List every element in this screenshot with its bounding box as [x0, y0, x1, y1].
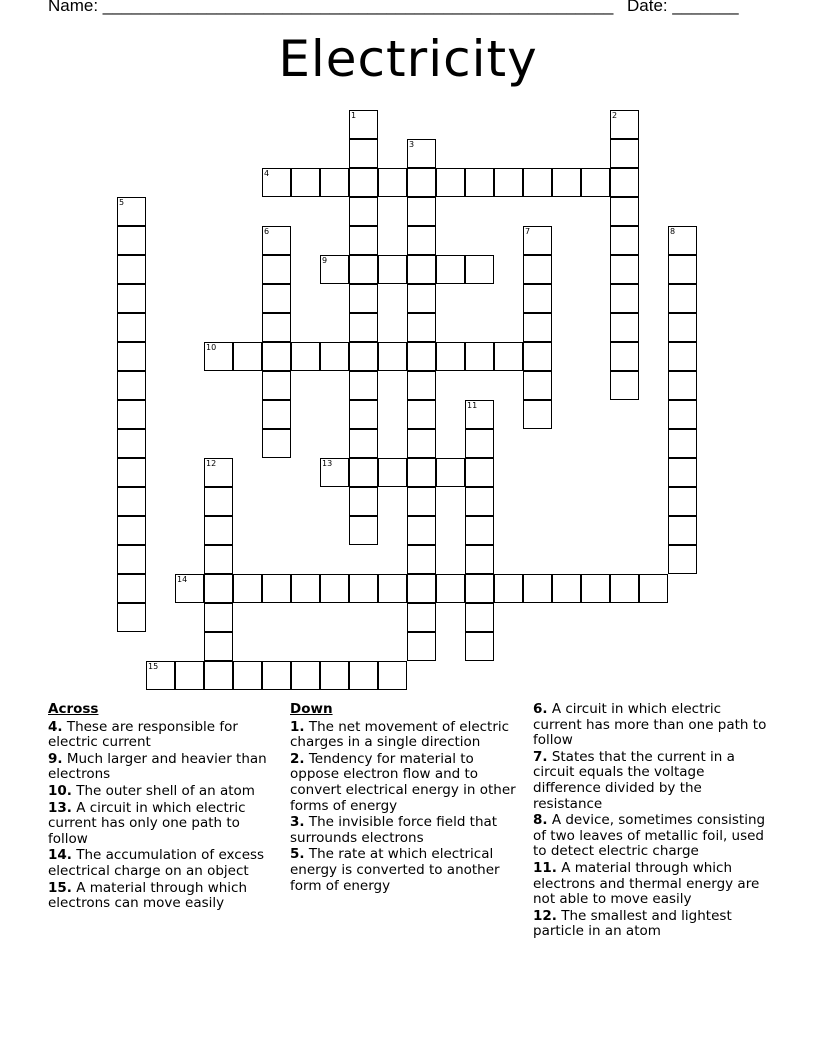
down-clues — [290, 702, 526, 895]
grid-cell[interactable] — [407, 632, 436, 661]
clue-text: A material through which electrons can move easily — [48, 879, 248, 912]
grid-cell[interactable] — [465, 429, 494, 458]
clue-text: The rate at which electrical energy is converted to another form of energy — [290, 846, 500, 894]
grid-cell[interactable] — [523, 574, 552, 603]
clue-text: A circuit in which electric current has more than one path to follow — [533, 701, 767, 749]
grid-cell[interactable] — [668, 400, 697, 429]
grid-cell[interactable] — [668, 284, 697, 313]
grid-cell[interactable] — [465, 545, 494, 574]
grid-cell[interactable] — [378, 661, 407, 690]
grid-cell[interactable] — [465, 516, 494, 545]
clue-number: 10. — [48, 782, 72, 799]
grid-cell[interactable] — [262, 284, 291, 313]
clue-text: A device, sometimes consisting of two leaves of metallic foil, used to detect electric charge — [533, 812, 766, 860]
grid-cell[interactable] — [349, 429, 378, 458]
grid-cell[interactable] — [407, 487, 436, 516]
clue-number: 11. — [533, 859, 557, 876]
grid-cell[interactable] — [204, 458, 233, 487]
clue-item — [48, 752, 284, 783]
grid-cell[interactable] — [610, 168, 639, 197]
clue-number: 14. — [48, 847, 72, 864]
clue-text: The net movement of electric charges in a single direction — [290, 718, 510, 751]
grid-cell[interactable] — [204, 574, 233, 603]
grid-cell[interactable] — [407, 458, 436, 487]
clue-number: 1. — [290, 718, 305, 735]
clue-text: The smallest and lightest particle in an atom — [533, 907, 732, 940]
grid-cell[interactable] — [639, 574, 668, 603]
grid-cell[interactable] — [523, 371, 552, 400]
grid-cell[interactable] — [523, 400, 552, 429]
cell-number: 13 — [322, 459, 333, 468]
grid-cell[interactable] — [407, 139, 436, 168]
grid-cell[interactable] — [668, 255, 697, 284]
grid-cell[interactable] — [349, 342, 378, 371]
cell-number: 8 — [670, 227, 676, 236]
grid-cell[interactable] — [407, 197, 436, 226]
grid-cell[interactable] — [117, 342, 146, 371]
clue-item — [533, 813, 769, 860]
grid-cell[interactable] — [262, 255, 291, 284]
grid-cell[interactable] — [349, 516, 378, 545]
grid-cell[interactable] — [610, 255, 639, 284]
grid-cell[interactable] — [349, 139, 378, 168]
clue-number: 2. — [290, 750, 305, 767]
grid-cell[interactable] — [349, 400, 378, 429]
grid-cell[interactable] — [349, 168, 378, 197]
clue-item — [533, 861, 769, 908]
grid-cell[interactable] — [117, 226, 146, 255]
grid-cell[interactable] — [407, 400, 436, 429]
grid-cell[interactable] — [552, 574, 581, 603]
grid-cell[interactable] — [262, 400, 291, 429]
grid-cell[interactable] — [610, 342, 639, 371]
grid-cell[interactable] — [523, 168, 552, 197]
clue-item — [48, 720, 284, 751]
grid-cell[interactable] — [494, 574, 523, 603]
grid-cell[interactable] — [117, 371, 146, 400]
clue-item — [533, 909, 769, 940]
grid-cell[interactable] — [523, 342, 552, 371]
grid-cell[interactable] — [117, 313, 146, 342]
grid-cell[interactable] — [465, 400, 494, 429]
grid-cell[interactable] — [117, 284, 146, 313]
clue-item — [48, 784, 284, 800]
grid-cell[interactable] — [349, 661, 378, 690]
grid-cell[interactable] — [668, 516, 697, 545]
grid-cell[interactable] — [117, 487, 146, 516]
grid-cell[interactable] — [465, 342, 494, 371]
grid-cell[interactable] — [117, 197, 146, 226]
grid-cell[interactable] — [291, 168, 320, 197]
grid-cell[interactable] — [668, 458, 697, 487]
grid-cell[interactable] — [407, 255, 436, 284]
grid-cell[interactable] — [581, 574, 610, 603]
grid-cell[interactable] — [117, 545, 146, 574]
grid-cell[interactable] — [610, 284, 639, 313]
grid-cell[interactable] — [668, 371, 697, 400]
grid-cell[interactable] — [262, 342, 291, 371]
grid-cell[interactable] — [407, 226, 436, 255]
grid-cell[interactable] — [291, 342, 320, 371]
grid-cell[interactable] — [262, 429, 291, 458]
grid-cell[interactable] — [610, 313, 639, 342]
grid-cell[interactable] — [465, 632, 494, 661]
grid-cell[interactable] — [320, 574, 349, 603]
grid-cell[interactable] — [117, 458, 146, 487]
grid-cell[interactable] — [407, 545, 436, 574]
grid-cell[interactable] — [494, 342, 523, 371]
grid-cell[interactable] — [233, 661, 262, 690]
grid-cell[interactable] — [320, 342, 349, 371]
grid-cell[interactable] — [494, 168, 523, 197]
grid-cell[interactable] — [320, 255, 349, 284]
grid-cell[interactable] — [117, 574, 146, 603]
clue-number: 4. — [48, 718, 63, 735]
grid-cell[interactable] — [465, 255, 494, 284]
grid-cell[interactable] — [117, 603, 146, 632]
grid-cell[interactable] — [204, 487, 233, 516]
grid-cell[interactable] — [552, 168, 581, 197]
grid-cell[interactable] — [436, 574, 465, 603]
clue-item — [290, 815, 526, 846]
grid-cell[interactable] — [349, 458, 378, 487]
grid-cell[interactable] — [668, 429, 697, 458]
clue-number: 7. — [533, 748, 548, 765]
grid-cell[interactable] — [204, 632, 233, 661]
cell-number: 15 — [148, 662, 159, 671]
clue-text: Tendency for material to oppose electron flow and to convert electrical energy in other forms of energy — [290, 750, 516, 814]
grid-cell[interactable] — [349, 487, 378, 516]
grid-cell[interactable] — [349, 255, 378, 284]
grid-cell[interactable] — [465, 603, 494, 632]
clue-number: 5. — [290, 846, 305, 863]
grid-cell[interactable] — [262, 661, 291, 690]
name-field-label: Name: ______________________________________________________ — [48, 0, 614, 15]
grid-cell[interactable] — [146, 661, 175, 690]
grid-cell[interactable] — [407, 574, 436, 603]
grid-cell[interactable] — [610, 110, 639, 139]
grid-cell[interactable] — [262, 168, 291, 197]
grid-cell[interactable] — [175, 661, 204, 690]
grid-cell[interactable] — [204, 342, 233, 371]
down-clue-list — [290, 720, 526, 895]
grid-cell[interactable] — [233, 574, 262, 603]
clue-text: States that the current in a circuit equals the voltage difference divided by the resistance — [533, 748, 735, 812]
grid-cell[interactable] — [610, 226, 639, 255]
grid-cell[interactable] — [262, 574, 291, 603]
across-clue-list — [48, 720, 284, 912]
grid-cell[interactable] — [523, 226, 552, 255]
grid-cell[interactable] — [378, 458, 407, 487]
grid-cell[interactable] — [204, 603, 233, 632]
clue-text: The invisible force field that surrounds electrons — [290, 814, 498, 846]
clue-item — [48, 848, 284, 879]
grid-cell[interactable] — [407, 342, 436, 371]
grid-cell[interactable] — [320, 458, 349, 487]
grid-cell[interactable] — [378, 168, 407, 197]
cell-number: 11 — [467, 401, 478, 410]
down-clues-continued — [533, 702, 769, 941]
cell-number: 1 — [351, 111, 357, 120]
grid-cell[interactable] — [262, 313, 291, 342]
grid-cell[interactable] — [117, 400, 146, 429]
clue-text: A circuit in which electric current has only one path to follow — [48, 799, 246, 847]
clue-item — [48, 801, 284, 848]
clue-item — [48, 881, 284, 912]
grid-cell[interactable] — [610, 139, 639, 168]
grid-cell[interactable] — [523, 284, 552, 313]
grid-cell[interactable] — [204, 545, 233, 574]
grid-cell[interactable] — [349, 371, 378, 400]
grid-cell[interactable] — [407, 313, 436, 342]
grid-cell[interactable] — [117, 516, 146, 545]
grid-cell[interactable] — [320, 661, 349, 690]
grid-cell[interactable] — [233, 342, 262, 371]
cell-number: 6 — [264, 227, 270, 236]
grid-cell[interactable] — [465, 458, 494, 487]
grid-cell[interactable] — [610, 371, 639, 400]
across-clues — [48, 702, 284, 913]
clue-text: A material through which electrons and thermal energy are not able to move easily — [533, 859, 760, 908]
grid-cell[interactable] — [320, 168, 349, 197]
grid-cell[interactable] — [349, 284, 378, 313]
grid-cell[interactable] — [523, 313, 552, 342]
grid-cell[interactable] — [407, 429, 436, 458]
grid-cell[interactable] — [175, 574, 204, 603]
grid-cell[interactable] — [465, 574, 494, 603]
grid-cell[interactable] — [436, 255, 465, 284]
grid-cell[interactable] — [378, 255, 407, 284]
date-field-label: Date: _______ — [627, 0, 739, 15]
clue-number: 15. — [48, 879, 72, 896]
grid-cell[interactable] — [465, 487, 494, 516]
grid-cell[interactable] — [378, 342, 407, 371]
grid-cell[interactable] — [407, 284, 436, 313]
grid-cell[interactable] — [668, 342, 697, 371]
grid-cell[interactable] — [262, 371, 291, 400]
clue-item — [533, 750, 769, 812]
grid-cell[interactable] — [117, 429, 146, 458]
down-heading: Down — [290, 701, 333, 717]
cell-number: 4 — [264, 169, 270, 178]
grid-cell[interactable] — [668, 313, 697, 342]
grid-cell[interactable] — [262, 226, 291, 255]
cell-number: 2 — [612, 111, 618, 120]
grid-cell[interactable] — [668, 545, 697, 574]
grid-cell[interactable] — [668, 487, 697, 516]
cell-number: 12 — [206, 459, 217, 468]
cell-number: 14 — [177, 575, 188, 584]
clue-number: 8. — [533, 812, 548, 829]
grid-cell[interactable] — [204, 661, 233, 690]
across-heading: Across — [48, 701, 99, 717]
grid-cell[interactable] — [436, 458, 465, 487]
grid-cell[interactable] — [378, 574, 407, 603]
clue-number: 6. — [533, 701, 548, 717]
clue-item — [290, 847, 526, 894]
grid-cell[interactable] — [610, 197, 639, 226]
grid-cell[interactable] — [581, 168, 610, 197]
grid-cell[interactable] — [436, 342, 465, 371]
clue-item — [290, 720, 526, 751]
clue-text: These are responsible for electric current — [48, 718, 238, 751]
cell-number: 10 — [206, 343, 217, 352]
grid-cell[interactable] — [407, 168, 436, 197]
page-title: Electricity — [278, 30, 538, 88]
grid-cell[interactable] — [349, 313, 378, 342]
grid-cell[interactable] — [349, 226, 378, 255]
grid-cell[interactable] — [291, 574, 320, 603]
grid-cell[interactable] — [407, 603, 436, 632]
grid-cell[interactable] — [523, 255, 552, 284]
grid-cell[interactable] — [407, 371, 436, 400]
grid-cell[interactable] — [349, 110, 378, 139]
grid-cell[interactable] — [668, 226, 697, 255]
clue-text: The outer shell of an atom — [71, 782, 255, 799]
grid-cell[interactable] — [204, 516, 233, 545]
clue-text: The accumulation of excess electrical charge on an object — [48, 847, 265, 879]
down-clue-list-continued — [533, 702, 769, 940]
clue-number: 3. — [290, 814, 305, 831]
grid-cell[interactable] — [465, 168, 494, 197]
grid-cell[interactable] — [291, 661, 320, 690]
grid-cell[interactable] — [610, 574, 639, 603]
clue-item — [533, 702, 769, 749]
cell-number: 5 — [119, 198, 125, 207]
cell-number: 3 — [409, 140, 415, 149]
cell-number: 9 — [322, 256, 328, 265]
cell-number: 7 — [525, 227, 531, 236]
grid-cell[interactable] — [436, 168, 465, 197]
clue-item — [290, 752, 526, 814]
grid-cell[interactable] — [117, 255, 146, 284]
clue-number: 12. — [533, 907, 557, 924]
clue-number: 13. — [48, 799, 72, 816]
grid-cell[interactable] — [407, 516, 436, 545]
grid-cell[interactable] — [349, 197, 378, 226]
clue-number: 9. — [48, 750, 63, 767]
grid-cell[interactable] — [349, 574, 378, 603]
clue-text: Much larger and heavier than electrons — [48, 750, 267, 783]
